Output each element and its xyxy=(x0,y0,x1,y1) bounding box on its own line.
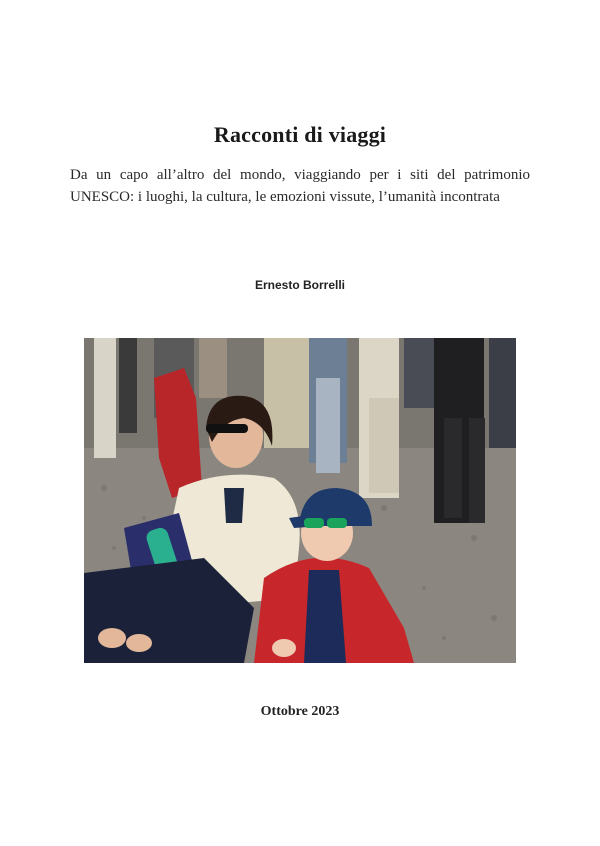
author-name: Ernesto Borrelli xyxy=(254,278,346,292)
page-subtitle: Da un capo all’altro del mondo, viaggiando per i siti del patrimonio UNESCO: i luoghi, la cultura, le emozioni vissute, l’umanità incontrata xyxy=(70,167,530,205)
cover-photo-illustration xyxy=(84,338,516,663)
publication-date: Ottobre 2023 xyxy=(260,704,340,719)
page-title: Racconti di viaggi xyxy=(213,122,387,147)
cover-photo xyxy=(84,338,516,663)
